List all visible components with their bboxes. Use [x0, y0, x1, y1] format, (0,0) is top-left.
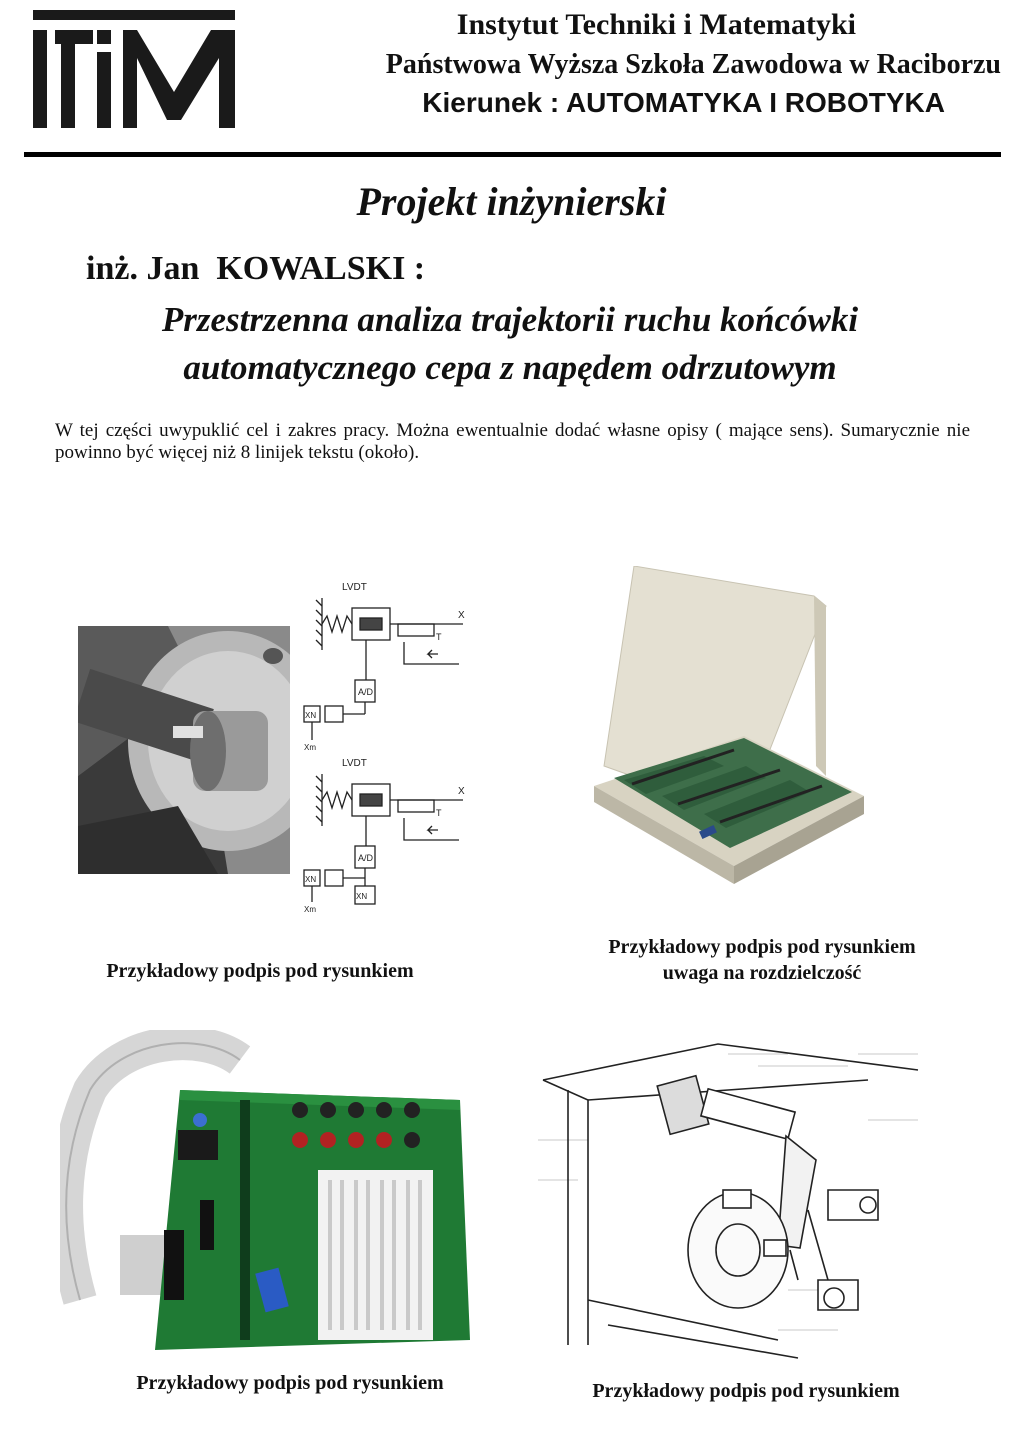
t-label-2: T	[436, 808, 442, 818]
figure-3-caption	[90, 1370, 490, 1396]
thesis-title-line-2: automatycznego cepa z napędem odrzutowym	[183, 348, 837, 387]
lvdt-label-2: LVDT	[342, 758, 367, 769]
thesis-title	[60, 296, 960, 392]
thesis-title-line-1: Przestrzenna analiza trajektorii ruchu końcówki	[161, 300, 859, 339]
figure-2-caption-line-1: Przykładowy podpis pod rysunkiem	[608, 936, 916, 958]
figure-1-caption-line-1: Przykładowy podpis pod rysunkiem	[106, 960, 414, 982]
xm-label-2: Xm	[304, 905, 316, 914]
figure-3-photo	[60, 1030, 472, 1360]
figure-2-photo	[594, 566, 866, 886]
figure-3-caption-line-1: Przykładowy podpis pod rysunkiem	[136, 1372, 444, 1394]
figure-1-lvdt-diagram	[298, 578, 476, 938]
institute-name: Instytut Techniki i Matematyki	[456, 8, 856, 41]
xm-label-1: Xm	[304, 743, 316, 752]
figure-4-drawing	[528, 1040, 928, 1365]
t-label-1: T	[436, 632, 442, 642]
figure-2-caption-line-2: uwaga na rozdzielczość	[662, 962, 862, 984]
field-of-study: Kierunek : AUTOMATYKA I ROBOTYKA	[422, 87, 945, 118]
author-name: inż. Jan KOWALSKI :	[86, 250, 426, 287]
xn-label-2: XN	[305, 875, 317, 884]
scope-description: W tej części uwypuklić cel i zakres pracy. Można ewentualnie dodać własne opisy ( mające sens). Sumarycznie nie powinno być więcej niż 8 linijek tekstu (około).	[55, 420, 970, 463]
ad-label-2: A/D	[358, 853, 374, 863]
figure-4-caption-line-1: Przykładowy podpis pod rysunkiem	[592, 1380, 900, 1402]
xn-label-1: XN	[305, 711, 317, 720]
x-axis-label-1: X	[458, 610, 465, 621]
figure-4-caption	[546, 1378, 946, 1404]
document-type-title: Projekt inżynierski	[356, 179, 667, 224]
ad-label-1: A/D	[358, 687, 374, 697]
figure-2-caption	[562, 934, 962, 986]
header-divider	[24, 152, 1001, 157]
xn-label-3: XN	[356, 892, 368, 901]
figure-1-photo	[78, 626, 290, 874]
school-name: Państwowa Wyższa Szkoła Zawodowa w Raciborzu	[385, 49, 1001, 80]
x-axis-label-2: X	[458, 786, 465, 797]
lvdt-label: LVDT	[342, 582, 367, 593]
institute-logo	[33, 10, 235, 130]
figure-1-caption	[60, 958, 460, 984]
